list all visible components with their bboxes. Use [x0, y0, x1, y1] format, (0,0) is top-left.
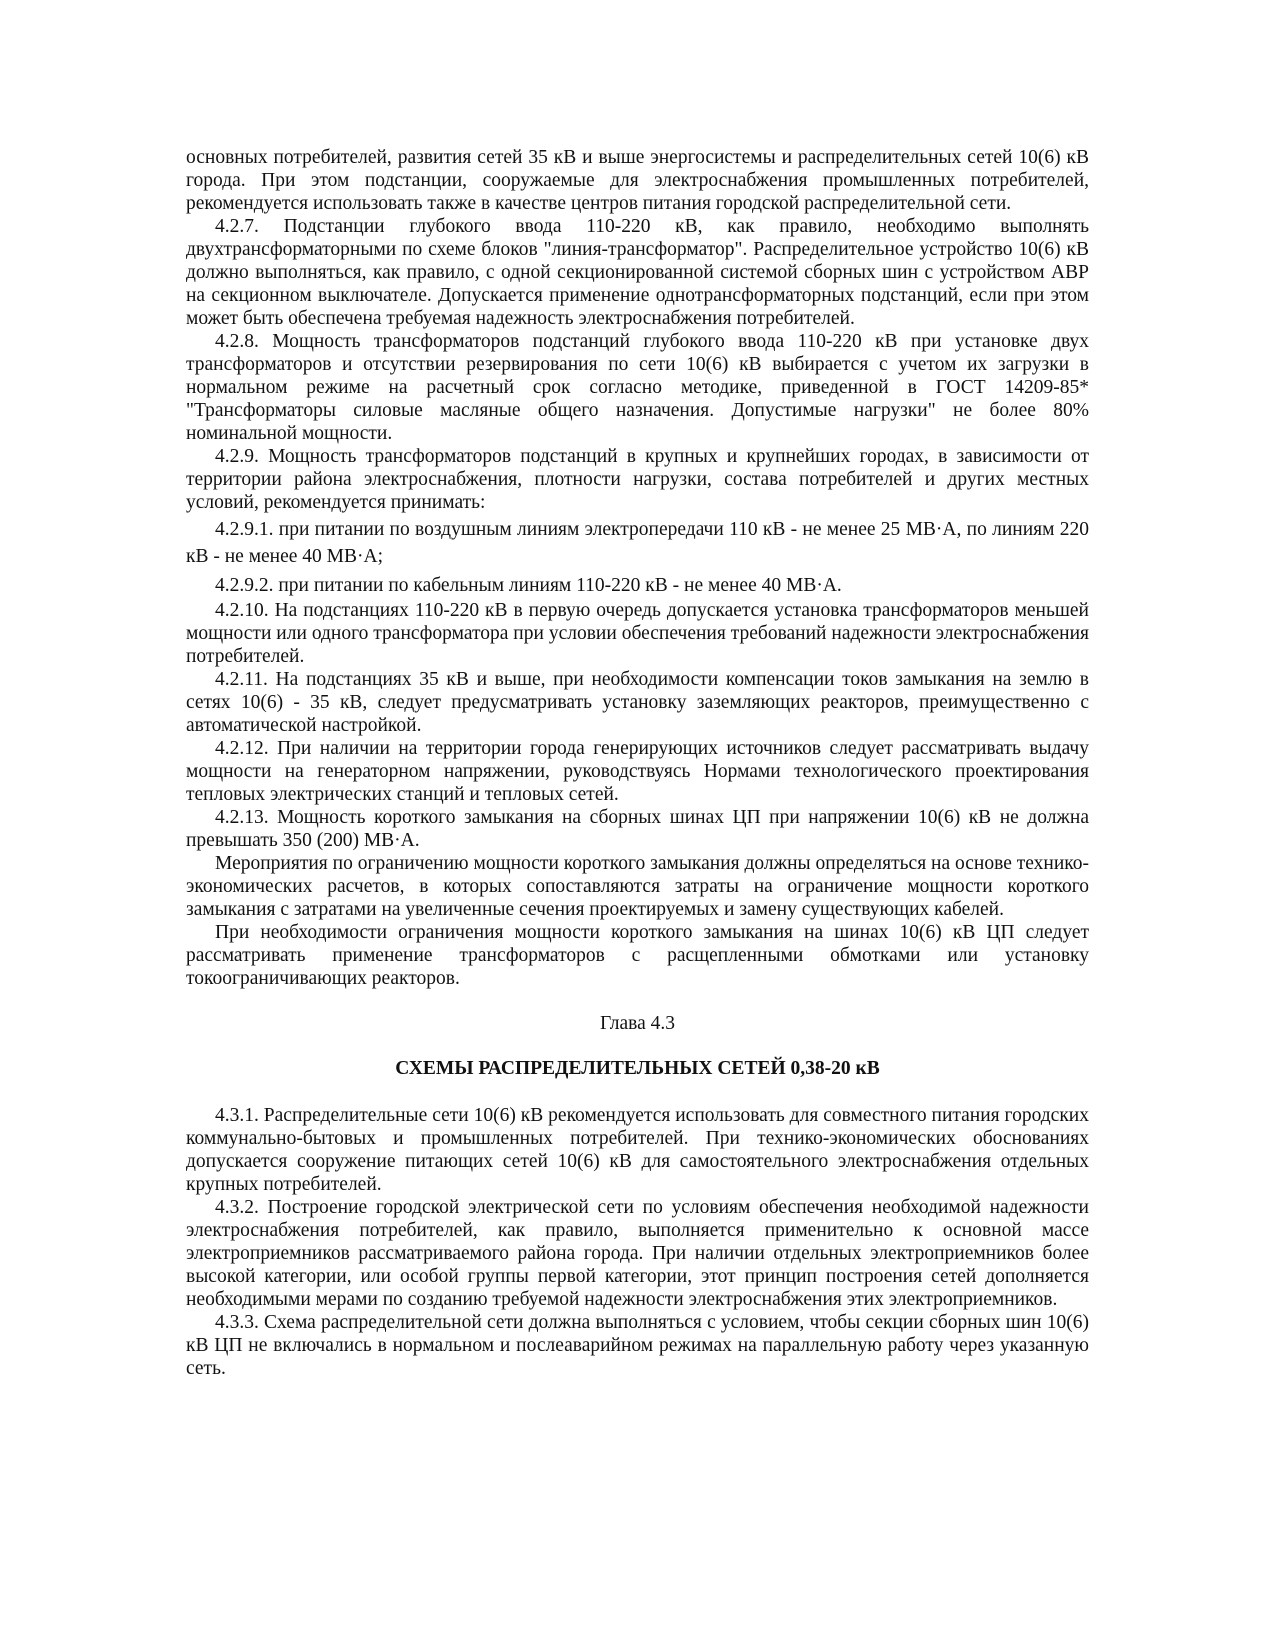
paragraph-4-2-11: 4.2.11. На подстанциях 35 кВ и выше, при необходимости компенсации токов замыкания на землю в сетях 10(6) - 35 кВ, следует предусматривать установку заземляющих реакторов, преимущественно с автоматической настройкой.	[186, 669, 1089, 736]
paragraph-4-2-7: 4.2.7. Подстанции глубокого ввода 110-220 кВ, как правило, необходимо выполнять двухтрансформаторными по схеме блоков "линия-трансформатор". Распределительное устройство 10(6) кВ должно выполняться, как правило, с одной секционированной системой сборных шин с устройством АВР на секционном выключателе. Допускается применение однотрансформаторных подстанций, если при этом может быть обеспечена требуемая надежность электроснабжения потребителей.	[186, 216, 1089, 329]
chapter-title: СХЕМЫ РАСПРЕДЕЛИТЕЛЬНЫХ СЕТЕЙ 0,38-20 кВ	[395, 1058, 880, 1079]
paragraph-continuation: основных потребителей, развития сетей 35 кВ и выше энергосистемы и распределительных сетей 10(6) кВ города. При этом подстанции, сооружаемые для электроснабжения промышленных потребителей, рекомендуется использовать также в качестве центров питания городской распределительной сети.	[186, 147, 1089, 214]
paragraph-limitation: При необходимости ограничения мощности короткого замыкания на шинах 10(6) кВ ЦП следует рассматривать применение трансформаторов с расщепленными обмотками или установку токоограничивающих реакторов.	[186, 922, 1089, 989]
paragraph-4-2-8: 4.2.8. Мощность трансформаторов подстанций глубокого ввода 110-220 кВ при установке двух трансформаторов и отсутствии резервирования по сети 10(6) кВ выбирается с учетом их загрузки в нормальном режиме на расчетный срок согласно методике, приведенной в ГОСТ 14209-85* "Трансформаторы силовые масляные общего назначения. Допустимые нагрузки" не более 80% номинальной мощности.	[186, 331, 1089, 444]
document-page	[186, 146, 1089, 1380]
paragraph-4-2-12: 4.2.12. При наличии на территории города генерирующих источников следует рассматривать выдачу мощности на генераторном напряжении, руководствуясь Нормами технологического проектирования тепловых электрических станций и тепловых сетей.	[186, 738, 1089, 805]
paragraph-4-2-9-1: 4.2.9.1. при питании по воздушным линиям электропередачи 110 кВ - не менее 25 МВ·А, по линиям 220 кВ - не менее 40 МВ·А;	[186, 519, 1089, 567]
paragraph-4-2-9: 4.2.9. Мощность трансформаторов подстанций в крупных и крупнейших городах, в зависимости от территории района электроснабжения, плотности нагрузки, состава потребителей и других местных условий, рекомендуется принимать:	[186, 446, 1089, 513]
paragraph-4-3-3: 4.3.3. Схема распределительной сети должна выполняться с условием, чтобы секции сборных шин 10(6) кВ ЦП не включались в нормальном и послеаварийном режимах на параллельную работу через указанную сеть.	[186, 1312, 1089, 1379]
paragraph-4-2-13: 4.2.13. Мощность короткого замыкания на сборных шинах ЦП при напряжении 10(6) кВ не должна превышать 350 (200) МВ·А.	[186, 807, 1089, 851]
paragraph-4-3-2: 4.3.2. Построение городской электрической сети по условиям обеспечения необходимой надежности электроснабжения потребителей, как правило, выполняется применительно к основной массе электроприемников рассматриваемого района города. При наличии отдельных электроприемников более высокой категории, или особой группы первой категории, этот принцип построения сетей дополняется необходимыми мерами по созданию требуемой надежности электроснабжения этих электроприемников.	[186, 1197, 1089, 1310]
paragraph-measures: Мероприятия по ограничению мощности короткого замыкания должны определяться на основе технико-экономических расчетов, в которых сопоставляются затраты на ограничение мощности короткого замыкания с затратами на увеличенные сечения проектируемых и замену существующих кабелей.	[186, 853, 1089, 920]
chapter-number: Глава 4.3	[599, 1013, 676, 1034]
paragraph-4-2-9-2: 4.2.9.2. при питании по кабельным линиям 110-220 кВ - не менее 40 МВ·А.	[215, 575, 842, 596]
paragraph-4-2-10: 4.2.10. На подстанциях 110-220 кВ в первую очередь допускается установка трансформаторов меньшей мощности или одного трансформатора при условии обеспечения требований надежности электроснабжения потребителей.	[186, 600, 1089, 667]
paragraph-4-3-1: 4.3.1. Распределительные сети 10(6) кВ рекомендуется использовать для совместного питания городских коммунально-бытовых и промышленных потребителей. При технико-экономических обоснованиях допускается сооружение питающих сетей 10(6) кВ для самостоятельного электроснабжения отдельных крупных потребителей.	[186, 1105, 1089, 1195]
